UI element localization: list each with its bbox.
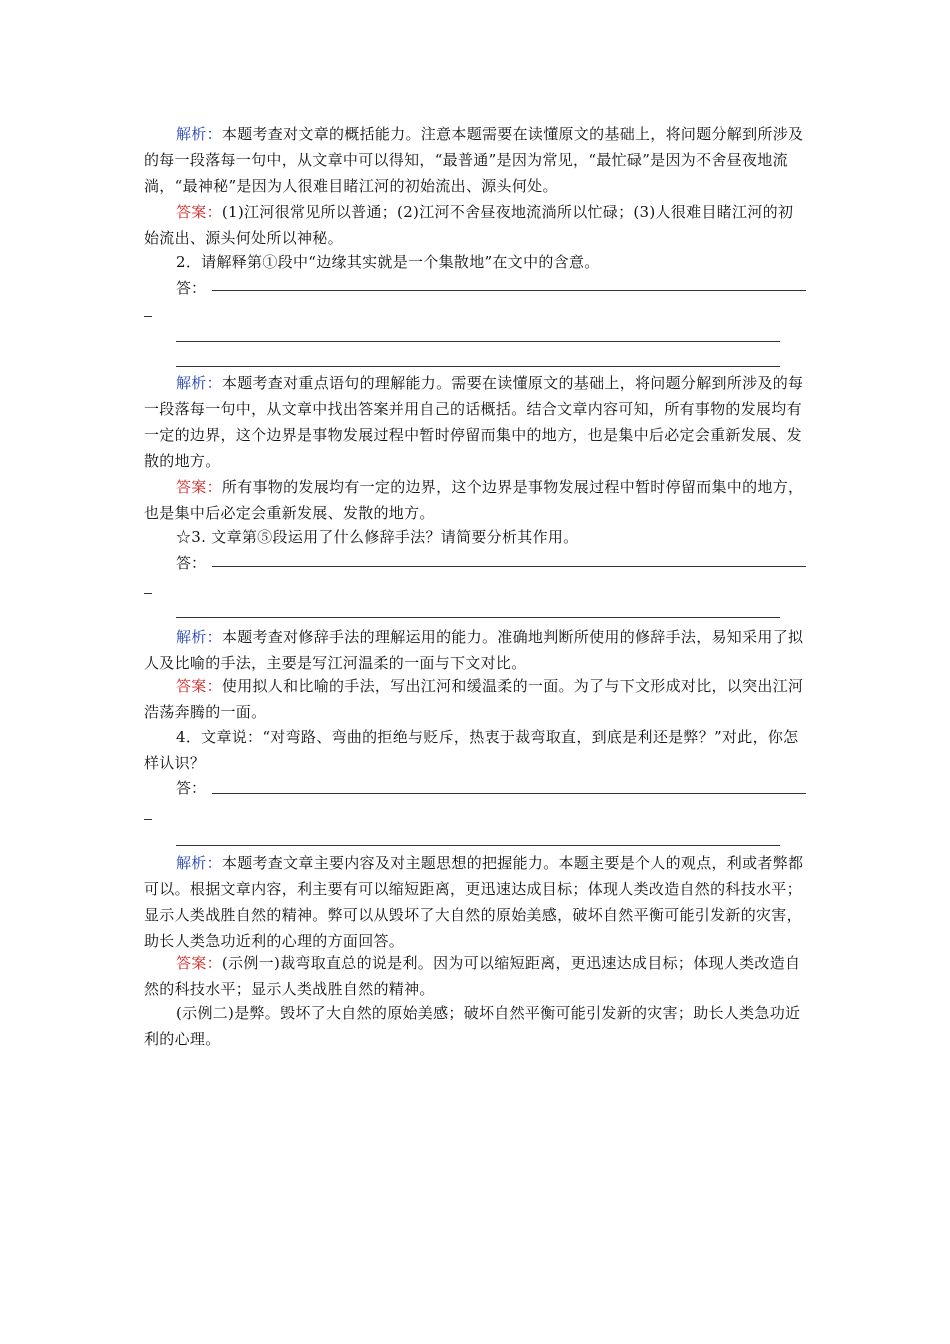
q4-analysis bbox=[144, 850, 806, 954]
answer-line[interactable] bbox=[212, 566, 806, 567]
answer-line[interactable] bbox=[176, 366, 780, 367]
analysis-text: 本题考查对文章的概括能力。注意本题需要在读懂原文的基础上，将问题分解到所涉及的每一段落每一句中，从文章中可以得知，“最普通”是因为常见，“最忙碌”是因为不舍昼夜地流淌，“最神秘”是因为人很难目睹江河的初始流出、源头何处。 bbox=[144, 125, 804, 195]
question-4: 4．文章说：“对弯路、弯曲的拒绝与贬斥，热衷于裁弯取直，到底是利还是弊？”对此，你怎样认识？ bbox=[144, 728, 799, 772]
analysis-label: 解析： bbox=[176, 628, 222, 646]
q4-example-2: (示例二)是弊。毁坏了大自然的原始美感；破坏自然平衡可能引发新的灾害；助长人类急功近利的心理。 bbox=[144, 1004, 801, 1048]
answer-line[interactable] bbox=[212, 290, 806, 291]
answer-text: 所有事物的发展均有一定的边界，这个边界是事物发展过程中暂时停留而集中的地方，也是集中后必定会重新发展、发散的地方。 bbox=[144, 478, 804, 522]
line-dash bbox=[144, 819, 152, 820]
q4-answer bbox=[144, 950, 806, 1002]
question-2: 2．请解释第①段中“边缘其实就是一个集散地”在文中的含意。 bbox=[176, 253, 600, 271]
answer-prompt: 答： bbox=[176, 554, 207, 572]
answer-text: 使用拟人和比喻的手法，写出江河和缓温柔的一面。为了与下文形成对比，以突出江河浩荡奔腾的一面。 bbox=[144, 677, 804, 721]
analysis-text: 本题考查文章主要内容及对主题思想的把握能力。本题主要是个人的观点，利或者弊都可以。根据文章内容，利主要有可以缩短距离，更迅速达成目标；体现人类改造自然的科技水平；显示人类战胜自然的精神。弊可以从毁坏了大自然的原始美感，破坏自然平衡可能引发新的灾害，助长人类急功近利的心理的方面回答。 bbox=[144, 854, 804, 950]
answer-prompt: 答： bbox=[176, 279, 207, 297]
analysis-label: 解析： bbox=[176, 374, 222, 392]
answer-text: (示例一)裁弯取直总的说是利。因为可以缩短距离，更迅速达成目标；体现人类改造自然的科技水平；显示人类战胜自然的精神。 bbox=[144, 954, 801, 998]
q1-analysis bbox=[144, 121, 806, 199]
line-dash bbox=[144, 316, 152, 317]
q3-analysis bbox=[144, 624, 806, 676]
analysis-label: 解析： bbox=[176, 125, 222, 143]
line-dash bbox=[144, 593, 152, 594]
answer-line[interactable] bbox=[176, 341, 780, 342]
answer-label: 答案： bbox=[176, 203, 222, 221]
answer-line[interactable] bbox=[176, 617, 780, 618]
answer-label: 答案： bbox=[176, 954, 222, 972]
answer-label: 答案： bbox=[176, 478, 222, 496]
analysis-text: 本题考查对重点语句的理解能力。需要在读懂原文的基础上，将问题分解到所涉及的每一段落每一句中，从文章中找出答案并用自己的话概括。结合文章内容可知，所有事物的发展均有一定的边界，这个边界是事物发展过程中暂时停留而集中的地方，也是集中后必定会重新发展、发散的地方。 bbox=[144, 374, 804, 470]
answer-text: (1)江河很常见所以普通；(2)江河不舍昼夜地流淌所以忙碌；(3)人很难目睹江河的初始流出、源头何处所以神秘。 bbox=[144, 203, 794, 247]
answer-prompt: 答： bbox=[176, 779, 207, 797]
q1-answer bbox=[144, 199, 806, 251]
answer-line[interactable] bbox=[176, 845, 780, 846]
answer-line[interactable] bbox=[212, 793, 806, 794]
q2-analysis bbox=[144, 370, 806, 474]
question-3: ☆3. 文章第⑤段运用了什么修辞手法？请简要分析其作用。 bbox=[176, 528, 579, 546]
answer-label: 答案： bbox=[176, 677, 222, 695]
q2-answer bbox=[144, 474, 806, 526]
analysis-label: 解析： bbox=[176, 854, 222, 872]
q3-answer bbox=[144, 673, 806, 725]
analysis-text: 本题考查对修辞手法的理解运用的能力。准确地判断所使用的修辞手法，易知采用了拟人及比喻的手法，主要是写江河温柔的一面与下文对比。 bbox=[144, 628, 804, 672]
